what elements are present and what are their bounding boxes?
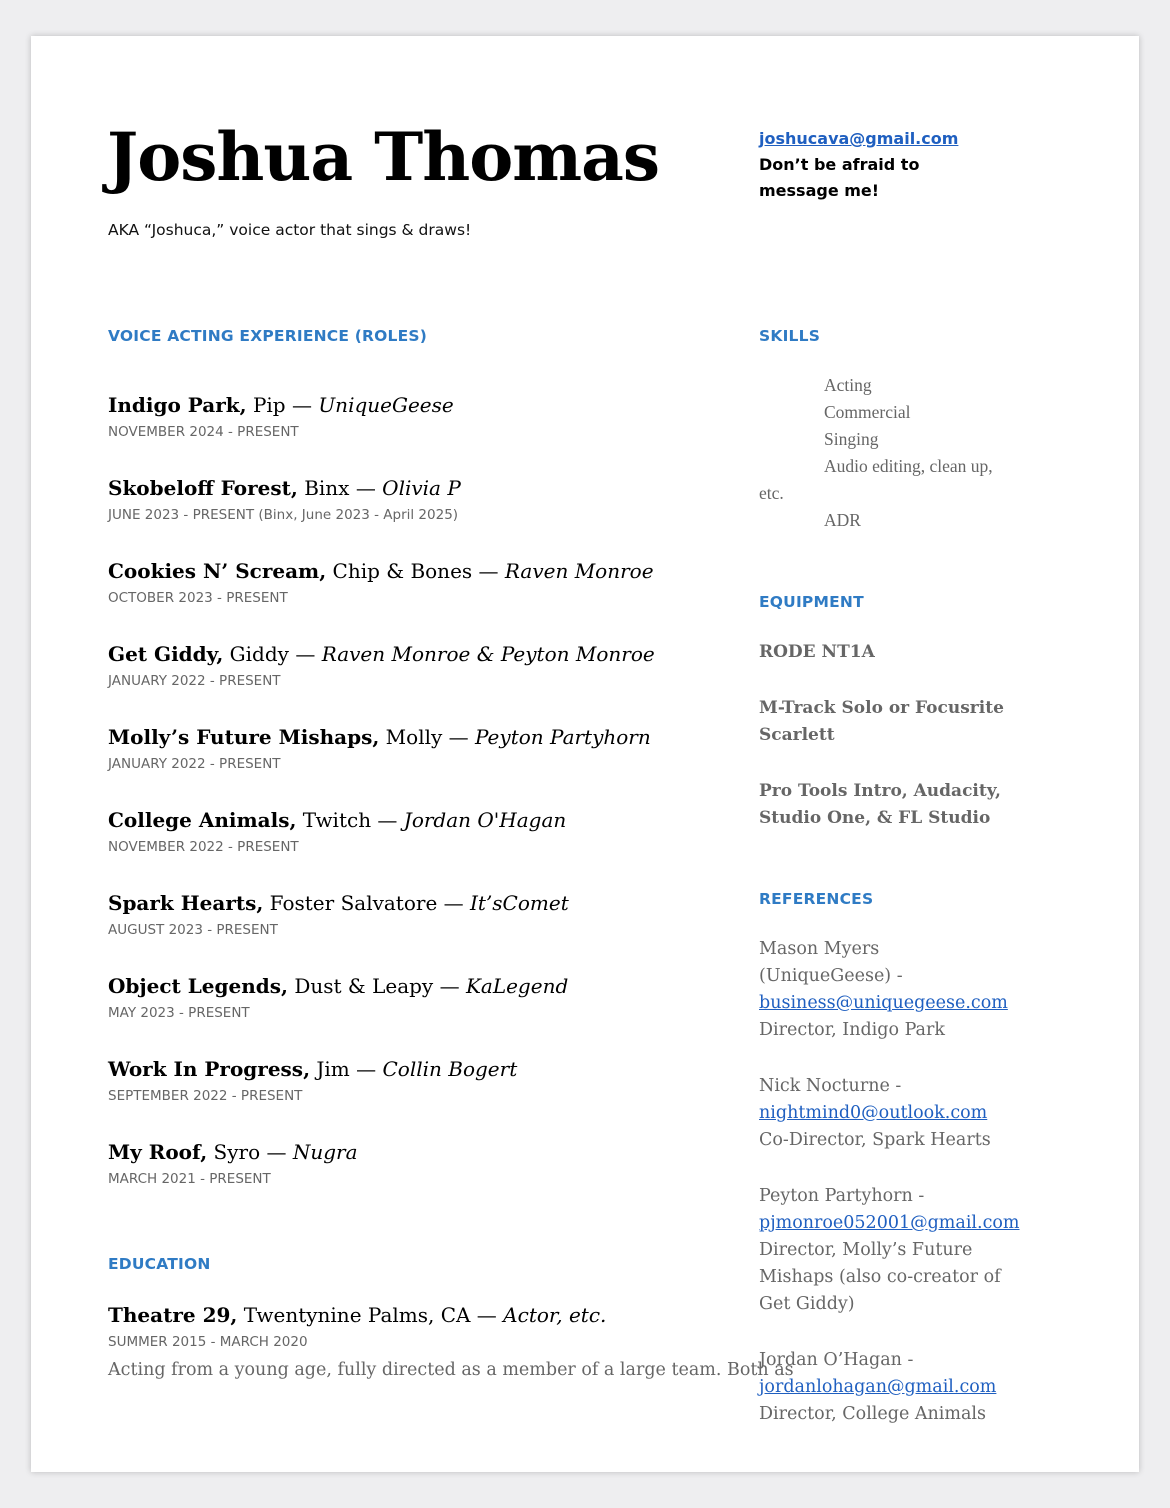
role-name: Pip — — [246, 393, 319, 417]
role-title — [108, 1054, 718, 1084]
role-title — [108, 1137, 718, 1167]
reference-item — [759, 936, 1011, 1044]
role-title — [108, 639, 718, 669]
role-name: Jim — — [310, 1057, 383, 1081]
role-entry — [108, 390, 718, 473]
role-title — [108, 971, 718, 1001]
tagline: AKA “Joshuca,” voice actor that sings & draws! — [108, 221, 472, 239]
creator-name: KaLegend — [465, 974, 569, 998]
reference-note: Director, College Animals — [759, 1404, 986, 1424]
creator-name: Jordan O'Hagan — [403, 808, 567, 832]
reference-note: Director, Indigo Park — [759, 1020, 945, 1040]
email-link[interactable]: joshucava@gmail.com — [759, 129, 959, 148]
skill-item: Commercial — [824, 402, 911, 422]
role-title — [108, 473, 718, 503]
show-name: Get Giddy, — [108, 642, 224, 666]
creator-name: Raven Monroe & Peyton Monroe — [321, 642, 655, 666]
show-name: Spark Hearts, — [108, 891, 264, 915]
reference-note: Director, Molly’s Future Mishaps (also co-creator of Get Giddy) — [759, 1240, 1001, 1314]
reference-email-link[interactable]: pjmonroe052001@gmail.com — [759, 1213, 1020, 1233]
show-name: Molly’s Future Mishaps, — [108, 725, 380, 749]
role-name: Chip & Bones — — [326, 559, 505, 583]
equipment-list — [759, 639, 1009, 861]
role-title — [108, 805, 718, 835]
resume-name: Joshua Thomas — [107, 118, 659, 196]
role-entry — [108, 888, 718, 971]
education-entry — [108, 1300, 794, 1380]
reference-name: Mason Myers (UniqueGeese) - — [759, 939, 903, 986]
role-title — [108, 722, 718, 752]
reference-email-link[interactable]: nightmind0@outlook.com — [759, 1103, 988, 1123]
reference-note: Co-Director, Spark Hearts — [759, 1130, 991, 1150]
experience-heading: VOICE ACTING EXPERIENCE (ROLES) — [108, 327, 428, 345]
role-entry — [108, 805, 718, 888]
school-location: Twentynine Palms, CA — — [237, 1303, 504, 1327]
role-title — [108, 888, 718, 918]
show-name: College Animals, — [108, 808, 297, 832]
reference-email-link[interactable]: jordanlohagan@gmail.com — [759, 1377, 997, 1397]
role-name: Twitch — — [296, 808, 404, 832]
contact-block — [759, 126, 999, 204]
show-name: Indigo Park, — [108, 393, 247, 417]
reference-item — [759, 1073, 1011, 1154]
role-date: JANUARY 2022 - PRESENT — [108, 756, 281, 772]
show-name: Cookies N’ Scream, — [108, 559, 327, 583]
reference-name: Peyton Partyhorn - — [759, 1186, 925, 1206]
role-date: SEPTEMBER 2022 - PRESENT — [108, 1088, 303, 1104]
role-entry — [108, 1054, 718, 1137]
role-entry — [108, 556, 718, 639]
contact-note: Don’t be afraid to message me! — [759, 155, 920, 200]
education-role: Actor, etc. — [503, 1303, 607, 1327]
creator-name: UniqueGeese — [318, 393, 454, 417]
role-entry — [108, 1137, 718, 1220]
role-date: MAY 2023 - PRESENT — [108, 1005, 250, 1021]
creator-name: It’sComet — [470, 891, 569, 915]
role-entry — [108, 639, 718, 722]
resume-page — [31, 36, 1139, 1472]
role-date: AUGUST 2023 - PRESENT — [108, 922, 278, 938]
references-list — [759, 936, 1020, 1457]
role-date: NOVEMBER 2022 - PRESENT — [108, 839, 299, 855]
reference-item — [759, 1347, 1011, 1428]
role-date: NOVEMBER 2024 - PRESENT — [108, 424, 299, 440]
role-entry — [108, 971, 718, 1054]
skill-item: Singing — [824, 429, 879, 449]
role-name: Giddy — — [223, 642, 322, 666]
role-name: Binx — — [297, 476, 383, 500]
role-entry — [108, 473, 718, 556]
skill-item: ADR — [824, 510, 861, 530]
role-date: JANUARY 2022 - PRESENT — [108, 673, 281, 689]
school-name: Theatre 29, — [108, 1303, 238, 1327]
creator-name: Nugra — [292, 1140, 358, 1164]
equipment-item: M-Track Solo or Focusrite Scarlett — [759, 698, 1004, 745]
role-name: Foster Salvatore — — [263, 891, 470, 915]
show-name: Skobeloff Forest, — [108, 476, 298, 500]
role-entry — [108, 722, 718, 805]
role-name: Molly — — [379, 725, 475, 749]
skill-item: Audio editing, clean up, etc. — [759, 456, 993, 503]
creator-name: Peyton Partyhorn — [475, 725, 651, 749]
reference-name: Jordan O’Hagan - — [759, 1350, 914, 1370]
equipment-heading: EQUIPMENT — [759, 593, 864, 611]
role-name: Syro — — [207, 1140, 293, 1164]
creator-name: Olivia P — [382, 476, 461, 500]
skill-item: Acting — [824, 375, 872, 395]
skills-heading: SKILLS — [759, 327, 821, 345]
equipment-item: Pro Tools Intro, Audacity, Studio One, & FL Studio — [759, 781, 1001, 828]
role-name: Dust & Leapy — — [288, 974, 466, 998]
education-date: SUMMER 2015 - MARCH 2020 — [108, 1334, 308, 1350]
role-date: MARCH 2021 - PRESENT — [108, 1171, 271, 1187]
show-name: Object Legends, — [108, 974, 288, 998]
roles-list — [108, 390, 718, 1220]
education-description: Acting from a young age, fully directed as a member of a large team. Both as — [108, 1360, 794, 1380]
reference-name: Nick Nocturne - — [759, 1076, 902, 1096]
show-name: Work In Progress, — [108, 1057, 311, 1081]
creator-name: Raven Monroe — [504, 559, 654, 583]
role-title — [108, 390, 718, 420]
education-title — [108, 1300, 728, 1330]
equipment-item: RODE NT1A — [759, 642, 875, 662]
references-heading: REFERENCES — [759, 890, 874, 908]
creator-name: Collin Bogert — [382, 1057, 518, 1081]
role-date: JUNE 2023 - PRESENT (Binx, June 2023 - April 2025) — [108, 507, 459, 523]
role-title — [108, 556, 718, 586]
role-date: OCTOBER 2023 - PRESENT — [108, 590, 288, 606]
skills-list — [759, 372, 1009, 534]
reference-email-link[interactable]: business@uniquegeese.com — [759, 993, 1008, 1013]
reference-item — [759, 1183, 1020, 1318]
education-heading: EDUCATION — [108, 1255, 211, 1273]
show-name: My Roof, — [108, 1140, 208, 1164]
